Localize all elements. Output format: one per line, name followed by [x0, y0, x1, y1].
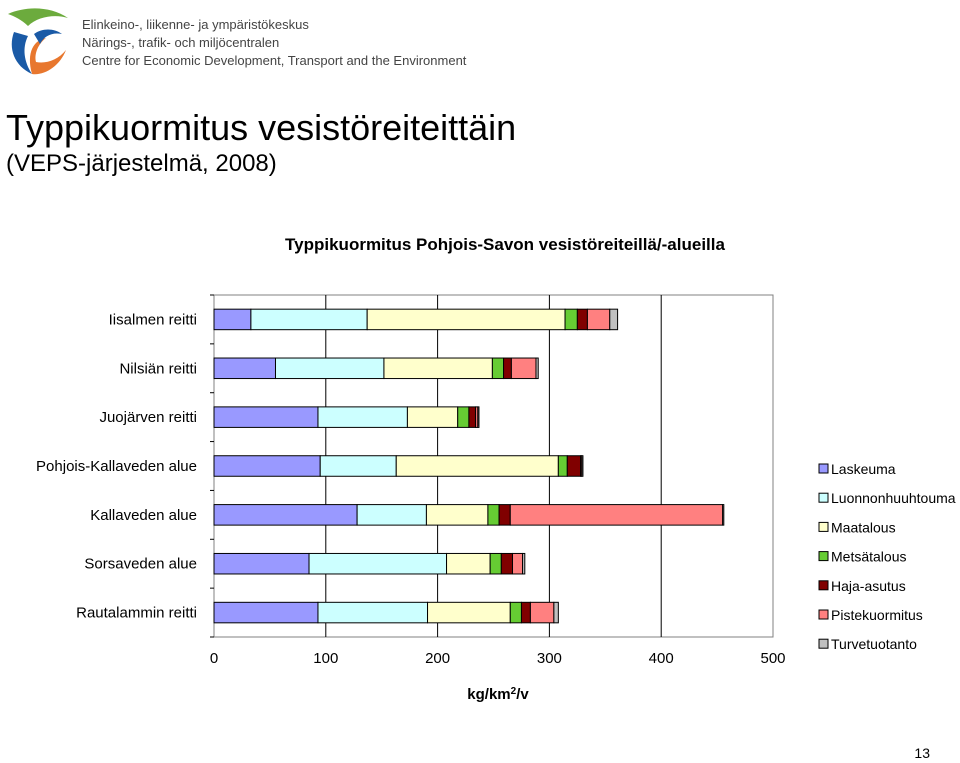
bar-segment — [488, 505, 499, 526]
bar-segment — [318, 407, 407, 428]
bar-segment — [501, 553, 512, 574]
bar-segment — [492, 358, 503, 379]
bar-segment — [558, 456, 567, 477]
y-category-label: Kallaveden alue — [90, 506, 197, 524]
bar-segment — [567, 456, 580, 477]
bar-segment — [357, 505, 426, 526]
legend-swatch — [819, 552, 828, 561]
x-tick-label: 200 — [425, 650, 451, 667]
bar-segment — [458, 407, 469, 428]
x-axis-label: $kg/km^2/v$ — [467, 685, 529, 703]
legend-swatch — [819, 464, 828, 473]
legend-swatch — [819, 493, 828, 502]
x-tick-label: 400 — [648, 650, 674, 667]
y-category-label: Pohjois-Kallaveden alue — [36, 458, 197, 475]
bar-segment — [521, 602, 530, 623]
bar-segment — [577, 309, 587, 330]
org-name-finnish: Elinkeino-, liikenne- ja ympäristökeskus — [82, 17, 309, 32]
legend-entry: Haja-asutus — [831, 577, 906, 594]
bar-segment — [214, 505, 357, 526]
bar-segment — [214, 358, 275, 379]
page-number: 13 — [914, 745, 930, 761]
bar-segment — [499, 505, 510, 526]
logo-leaf-green — [8, 8, 68, 26]
legend-entry: Maatalous — [831, 519, 896, 536]
bar-segment — [554, 602, 558, 623]
bar-segment — [582, 456, 583, 477]
legend-swatch — [819, 610, 828, 619]
legend-swatch — [819, 522, 828, 531]
y-category-label: Iisalmen reitti — [108, 311, 197, 329]
y-category-label: Nilsiän reitti — [119, 360, 197, 378]
legend-entry: Turvetuotanto — [831, 636, 917, 653]
bar-segment — [511, 358, 536, 379]
logo-leaf-blue — [12, 32, 32, 74]
org-name-swedish: Närings-, trafik- och miljöcentralen — [82, 35, 280, 50]
bar-segment — [478, 407, 479, 428]
bar-segment — [275, 358, 383, 379]
bar-segment — [407, 407, 457, 428]
bar-segment — [530, 602, 553, 623]
bar-segment — [723, 505, 724, 526]
bar-segment — [428, 602, 511, 623]
bar-segment — [510, 505, 722, 526]
bar-segment — [251, 309, 367, 330]
ely-centre-logo-icon — [4, 4, 72, 76]
bar-segment — [214, 309, 251, 330]
bar-segment — [426, 505, 487, 526]
bar-segment — [536, 358, 538, 379]
bar-segment — [523, 553, 525, 574]
bar-segment — [214, 456, 320, 477]
bar-segment — [214, 553, 309, 574]
logo-leaf-orange — [30, 38, 66, 74]
y-category-label: Juojärven reitti — [99, 409, 197, 427]
bar-segment — [469, 407, 476, 428]
y-category-label: Sorsaveden alue — [84, 555, 197, 573]
bar-segment — [384, 358, 492, 379]
bar-segment — [510, 602, 521, 623]
x-tick-label: 500 — [760, 650, 786, 667]
bar-segment — [214, 407, 318, 428]
legend-entry: Metsätalous — [831, 548, 907, 565]
legend-entry: Luonnonhuuhtouma — [831, 490, 956, 507]
bar-segment — [309, 553, 447, 574]
x-tick-label: 0 — [209, 650, 219, 667]
bar-segment — [318, 602, 428, 623]
legend-swatch — [819, 639, 828, 648]
bar-segment — [214, 602, 318, 623]
legend-swatch — [819, 581, 828, 590]
bar-segment — [367, 309, 565, 330]
x-tick-label: 300 — [536, 650, 562, 667]
legend-entry: Pistekuormitus — [831, 607, 923, 623]
legend-entry: Laskeuma — [831, 461, 896, 477]
org-name-english: Centre for Economic Development, Transport and the Environment — [82, 53, 467, 68]
bar-segment — [396, 456, 558, 477]
bar-segment — [565, 309, 577, 330]
chart-title: Typpikuormitus Pohjois-Savon vesistöreiteillä/-alueilla — [285, 235, 725, 254]
bar-segment — [587, 309, 609, 330]
bar-segment — [513, 553, 523, 574]
slide-title: Typpikuormitus vesistöreiteittäin — [6, 107, 517, 148]
bar-segment — [610, 309, 618, 330]
organization-name — [82, 16, 466, 70]
bar-segment — [504, 358, 512, 379]
bar-segment — [447, 553, 491, 574]
x-tick-label: 100 — [313, 650, 339, 667]
bar-segment — [490, 553, 501, 574]
bar-segment — [320, 456, 396, 477]
stacked-bar-chart — [0, 220, 960, 720]
y-category-label: Rautalammin reitti — [76, 604, 197, 622]
slide-subtitle: (VEPS-järjestelmä, 2008) — [6, 150, 277, 177]
